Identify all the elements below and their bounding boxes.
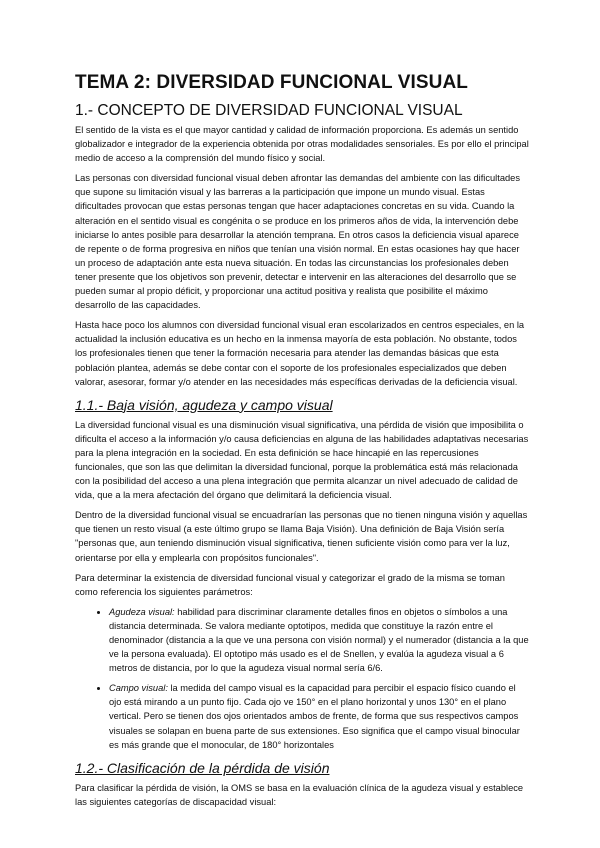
paragraph: Hasta hace poco los alumnos con diversidad funcional visual eran escolarizados en centros especiales, en la actualidad la inclusión educativa es un hecho en la inmensa mayoría de esta población. No obstante, todos los profesionales tienen que tener la formación necesaria para atender las demandas básicas que esta población plantea, además se debe contar con el soporte de los profesionales especializados que deben valorar, asesorar, formar y/o atender en las necesidades más específicas derivadas de la deficiencia visual.: [75, 320, 525, 387]
bullet-term: Campo visual:: [109, 683, 168, 694]
document-page: [75, 72, 529, 815]
bullet-term: Agudeza visual:: [109, 606, 175, 617]
section-1-2-heading: 1.2.- Clasificación de la pérdida de visión: [75, 759, 330, 776]
list-item: [109, 681, 529, 751]
document-title: TEMA 2: DIVERSIDAD FUNCIONAL VISUAL: [75, 72, 469, 93]
section-1-heading: 1.- CONCEPTO DE DIVERSIDAD FUNCIONAL VISUAL: [75, 102, 463, 119]
list-item: [109, 605, 529, 675]
paragraph: Para clasificar la pérdida de visión, la OMS se basa en la evaluación clínica de la agudeza visual y establece las siguientes categorías de discapacidad visual:: [75, 782, 524, 807]
section-1-1-heading: 1.1.- Baja visión, agudeza y campo visual: [75, 396, 333, 413]
bullet-text: habilidad para discriminar claramente detalles finos en objetos o símbolos a una distancia determinada. Se valora mediante optotipos, medida que constituye la razón entre el denominador (distancia a la que ve una persona con visión normal) y el numerador (distancia a la que ve la persona evaluada). El optotipo más usado es el de Snellen, y evalúa la agudeza visual a 6 metros de distancia, por lo que la agudeza visual normal sería 6/6.: [109, 606, 529, 674]
paragraph: El sentido de la vista es el que mayor cantidad y calidad de información proporciona. Es además un sentido globalizador e integrador de la experiencia obtenida por otras modalidades sensoriales. Es por ello el principal medio de acceso a la comprensión del mundo físico y social.: [75, 125, 529, 164]
paragraph: Para determinar la existencia de diversidad funcional visual y categorizar el grado de la misma se toman como referencia los siguientes parámetros:: [75, 572, 505, 597]
parameter-list: [75, 605, 529, 752]
paragraph: La diversidad funcional visual es una disminución visual significativa, una pérdida de visión que imposibilita o dificulta el acceso a la información y/o causa deficiencias en alguna de las habilidades adaptativas necesarias para la plena integración en la sociedad. En esta definición se hace hincapié en las repercusiones funcionales, que son las que delimitan la diversidad funcional, porque la problemática está más relacionada con la posibilidad del acceso a una plena integración que permita alcanzar un nivel adecuado de calidad de vida, que a la mera afectación del órgano que delimitará la deficiencia visual.: [75, 419, 529, 501]
bullet-text: la medida del campo visual es la capacidad para percibir el espacio físico cuando el ojo está mirando a un punto fijo. Cada ojo ve 150° en el plano horizontal y unos 130° en el plano vertical. Pero se tienen dos ojos orientados ambos de frente, de forma que sus respectivos campos visuales se solapan en buena parte de sus extensiones. Eso significa que el campo visual binocular es más grande que el monocular, de 180° horizontales: [109, 683, 520, 750]
paragraph: Las personas con diversidad funcional visual deben afrontar las demandas del ambiente con las dificultades que supone su limitación visual y las barreras a la participación que impone un mundo visual. Estas dificultades provocan que estas personas tengan que hacer adaptaciones concretas en su vida. Cuando la alteración en el sentido visual es congénita o se produce en los primeros años de vida, la intervención debe iniciarse lo antes posible para desarrollar la atención temprana. En otros casos la deficiencia visual aparece de repente o de forma progresiva en niños que tenían una visión normal. En estas ocasiones hay que hacer un proceso de adaptación ante esta nueva situación. En todas las circunstancias los profesionales deben tener presente que los objetivos son prevenir, detectar e intervenir en las alteraciones del desarrollo que se pueden sumar al propio déficit, y proporcionar una actitud positiva y realista que posibilite el máximo desarrollo de las capacidades.: [75, 173, 520, 311]
paragraph: Dentro de la diversidad funcional visual se encuadrarían las personas que no tienen ninguna visión y aquellas que tienen un resto visual (a este último grupo se llama Baja Visión). Una definición de Baja Visión sería "personas que, aun teniendo disminución visual significativa, tienen suficiente visión como para ver la luz, orientarse por ella y emplearla con propósitos funcionales".: [75, 510, 528, 563]
